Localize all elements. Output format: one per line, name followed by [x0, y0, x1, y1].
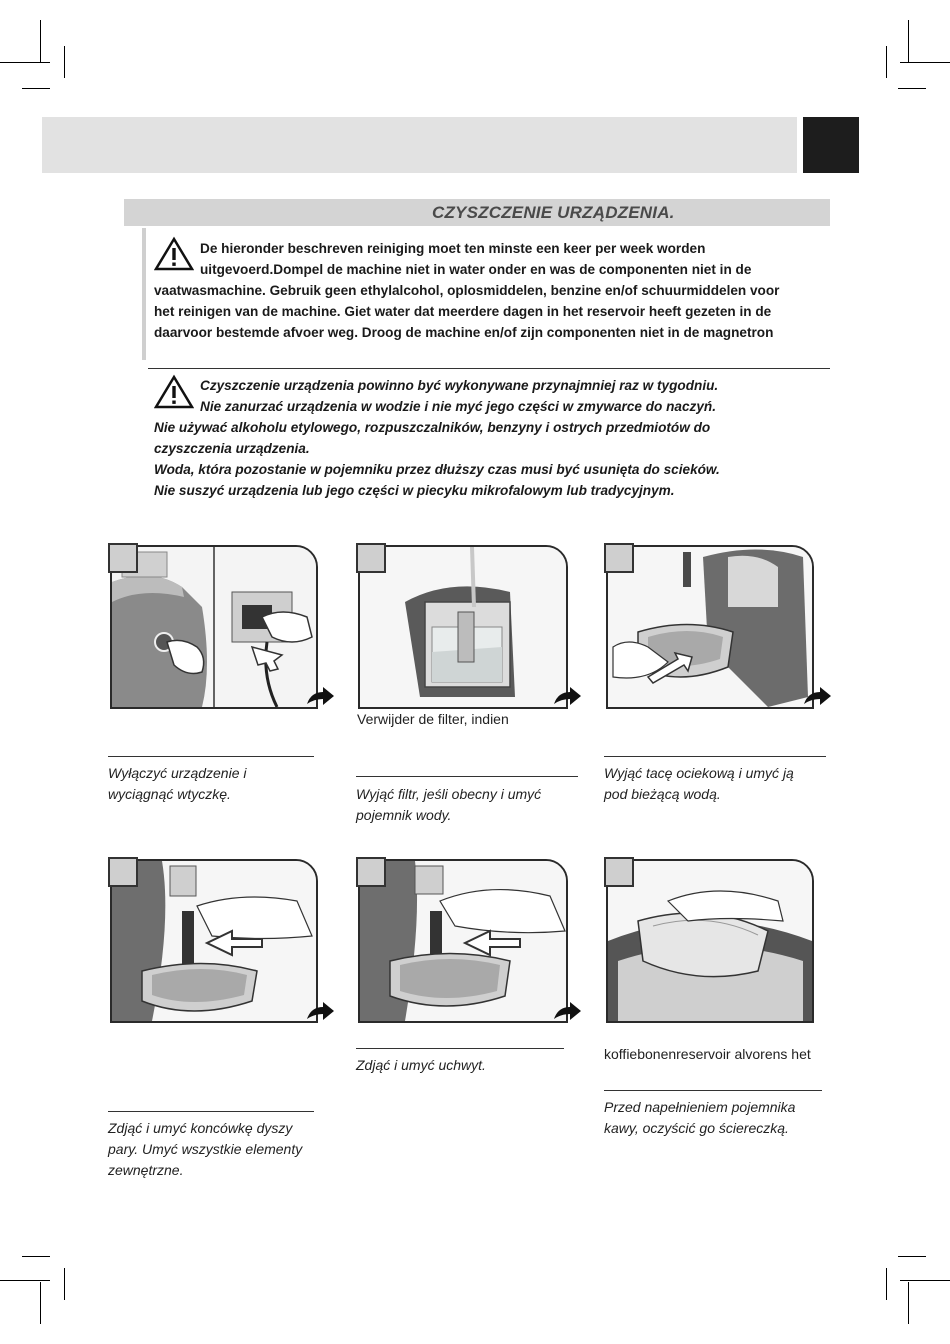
crop-mark	[886, 1268, 887, 1300]
warning-nl-line: De hieronder beschreven reiniging moet ten minste een keer per week worden	[200, 241, 706, 256]
step-5-caption-pl	[356, 1055, 486, 1076]
caption-line: pod bieżącą wodą.	[604, 786, 721, 802]
caption-line: Zdjąć i umyć koncówkę dyszy	[108, 1120, 293, 1136]
caption-line: pary. Umyć wszystkie elementy	[108, 1141, 303, 1157]
step-5-illustration	[358, 859, 568, 1023]
step-number-box	[604, 857, 634, 887]
crop-mark	[898, 1256, 926, 1257]
step-number-box	[356, 857, 386, 887]
crop-mark	[908, 1282, 909, 1324]
step-number-box	[604, 543, 634, 573]
crop-mark	[0, 1280, 50, 1281]
step-3-caption-pl	[604, 763, 794, 805]
step-4-caption-pl	[108, 1118, 302, 1181]
warning-nl-line: het reinigen van de machine. Giet water dat meerdere dagen in het reservoir heeft gezeten in de	[154, 304, 772, 319]
caption-divider	[604, 756, 826, 757]
caption-line: pojemnik wody.	[356, 807, 452, 823]
next-step-arrow-icon	[802, 686, 832, 706]
crop-mark	[40, 1282, 41, 1324]
crop-mark	[22, 1256, 50, 1257]
crop-mark	[64, 46, 65, 78]
next-step-arrow-icon	[552, 686, 582, 706]
warning-pl-line: Czyszczenie urządzenia powinno być wykonywane przynajmniej raz w tygodniu.	[200, 378, 719, 393]
crop-mark	[0, 62, 50, 63]
warning-pl-line: Nie suszyć urządzenia lub jego części w piecyku mikrofalowym lub tradycyjnym.	[154, 483, 675, 498]
step-6-caption-nl: koffiebonenreservoir alvorens het	[604, 1046, 811, 1062]
crop-mark	[900, 1280, 950, 1281]
warning-nl-line: uitgevoerd.Dompel de machine niet in water onder en was de componenten niet in de	[200, 262, 752, 277]
crop-mark	[40, 20, 41, 62]
caption-line: Wyjąć filtr, jeśli obecny i umyć	[356, 786, 542, 802]
step-number-box	[108, 857, 138, 887]
step-2-caption-nl: Verwijder de filter, indien	[357, 711, 509, 727]
caption-divider	[604, 1090, 822, 1091]
warning-pl-line: Woda, która pozostanie w pojemniku przez dłuższy czas musi być usunięta do scieków.	[154, 462, 720, 477]
warning-pl-line: czyszczenia urządzenia.	[154, 441, 310, 456]
step-2-illustration	[358, 545, 568, 709]
step-number-box	[356, 543, 386, 573]
next-step-arrow-icon	[305, 686, 335, 706]
caption-divider	[356, 776, 578, 777]
caption-line: wyciągnąć wtyczkę.	[108, 786, 231, 802]
caption-divider	[108, 1111, 314, 1112]
next-step-arrow-icon	[305, 1001, 335, 1021]
chapter-tab	[803, 117, 859, 173]
step-1-caption-pl	[108, 763, 247, 805]
step-3-illustration	[606, 545, 814, 709]
warning-pl-line: Nie używać alkoholu etylowego, rozpuszczalników, benzyny i ostrych przedmiotów do	[154, 420, 711, 435]
caption-divider	[356, 1048, 564, 1049]
crop-mark	[22, 88, 50, 89]
step-2-caption-pl	[356, 784, 541, 826]
warning-text-pl	[154, 375, 834, 501]
warning-text-nl	[154, 238, 834, 343]
step-6-illustration	[606, 859, 814, 1023]
warning-nl-line: vaatwasmachine. Gebruik geen ethylalcohol, oplosmiddelen, benzine en/of schuurmiddelen voor	[154, 283, 780, 298]
caption-line: Wyjąć tacę ociekową i umyć ją	[604, 765, 794, 781]
warning-nl-line: daarvoor bestemde afvoer weg. Droog de machine en/of zijn componenten niet in de magnetron	[154, 325, 774, 340]
warning-pl-line: Nie zanurzać urządzenia w wodzie i nie myć jego części w zmywarce do naczyń.	[200, 399, 716, 414]
caption-divider	[108, 756, 314, 757]
crop-mark	[908, 20, 909, 62]
caption-line: Zdjąć i umyć uchwyt.	[356, 1057, 486, 1073]
crop-mark	[64, 1268, 65, 1300]
warning-side-bar	[142, 228, 146, 360]
step-1-illustration	[110, 545, 318, 709]
divider	[148, 368, 830, 369]
step-4-illustration	[110, 859, 318, 1023]
caption-line: kawy, oczyścić go ściereczką.	[604, 1120, 789, 1136]
crop-mark	[886, 46, 887, 78]
caption-line: zewnętrzne.	[108, 1162, 184, 1178]
crop-mark	[900, 62, 950, 63]
crop-mark	[898, 88, 926, 89]
caption-line: Przed napełnieniem pojemnika	[604, 1099, 796, 1115]
caption-line: Wyłączyć urządzenie i	[108, 765, 247, 781]
page-header-bar	[42, 117, 797, 173]
step-6-caption-pl	[604, 1097, 795, 1139]
step-number-box	[108, 543, 138, 573]
section-title: CZYSZCZENIE URZĄDZENIA.	[432, 203, 675, 222]
next-step-arrow-icon	[552, 1001, 582, 1021]
